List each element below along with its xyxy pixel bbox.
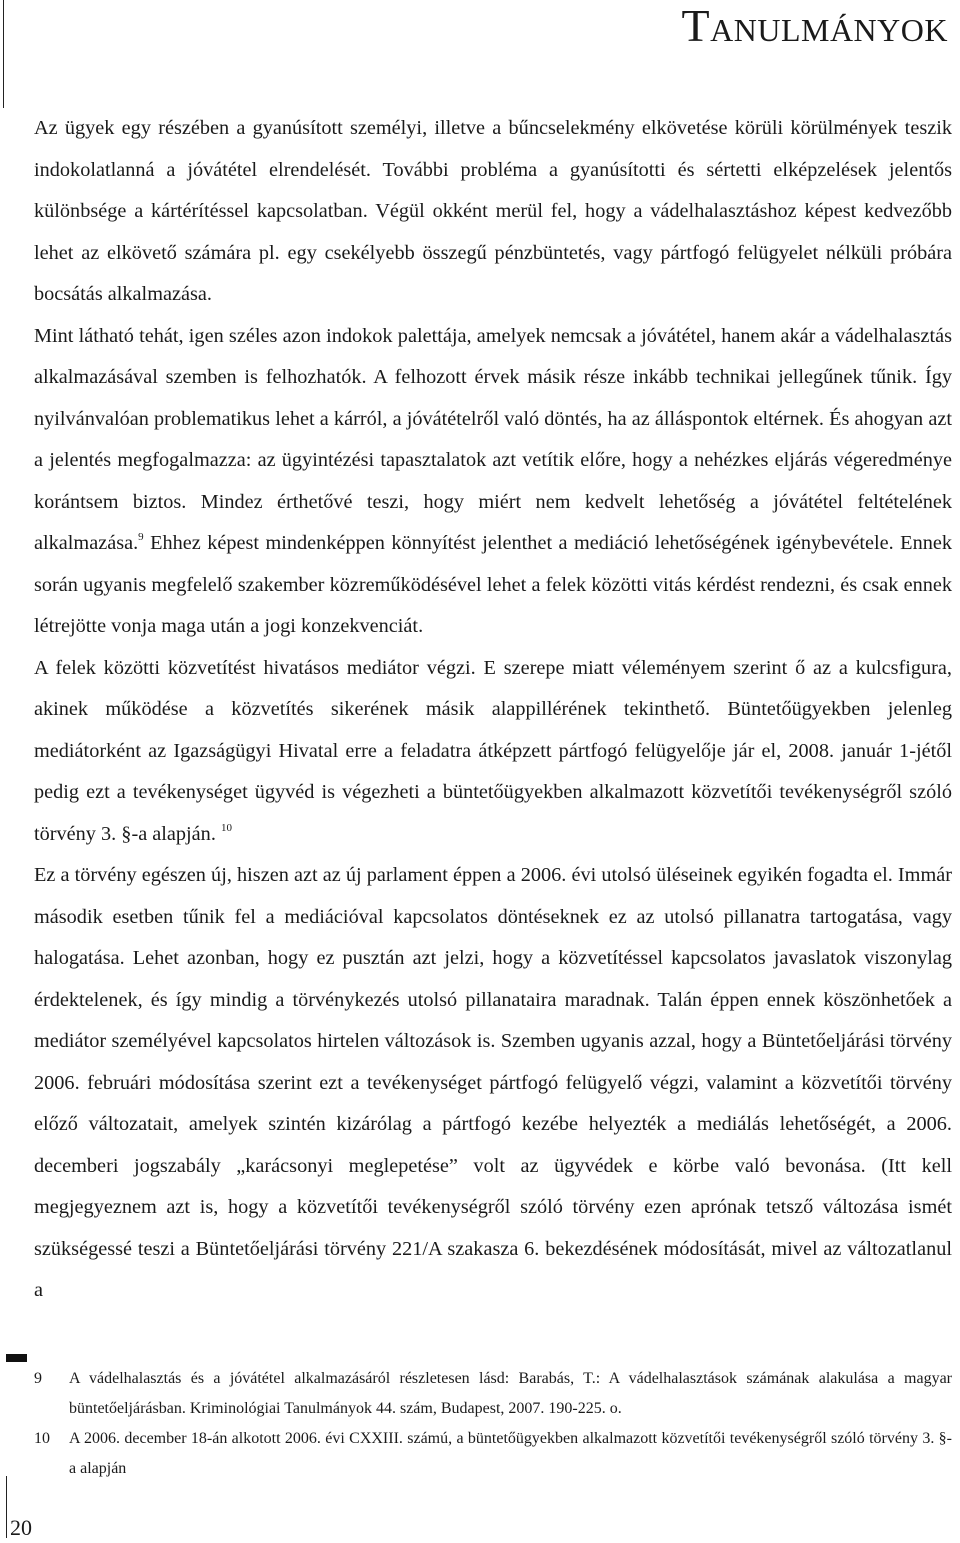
paragraph: Ez a törvény egészen új, hiszen azt az új parlament éppen a 2006. évi utolsó üléseinek egyikén fogadta el. Immár második esetben tűnik fel a mediációval kapcsolatos döntéseknek ez az utolsó pillanatra tartogatása, vagy halogatása. Lehet azonban, hogy ez pusztán azt jelzi, hogy a közvetítéssel kapcsolatos javaslatok viszonylag érdektelenek, és így mindig a törvénykezés utolsó pillanataira maradnak. Talán éppen ennek köszönhetőek a mediátor személyével kapcsolatos hirtelen változások is. Szemben ugyanis azzal, hogy a Büntetőeljárási törvény 2006. februári módosítása szerint ezt a tevékenységet pártfogó felügyelő végzi, valamint a közvetítői törvény előző változatait, amelyek szintén kizárólag a pártfogó kezébe helyezték a mediálás lehetőségét, a 2006. decemberi jogszabály „karácsonyi meglepetése” volt az ügyvédek e körbe való bevonása. (Itt kell megjegyeznem azt is, hogy a közvetítői tevékenységről szóló törvény ezen aprónak tetsző változása ismét szükségessé teszi a Büntetőeljárási törvény 221/A szakasza 6. bekezdésének módosítását, mivel az változatlanul a (34, 864, 952, 1301)
footnote-ref[interactable]: 10 (220, 821, 232, 834)
footnote-ref[interactable]: 9 (138, 531, 144, 543)
footnote-text: A 2006. december 18-án alkotott 2006. évi CXXIII. számú, a büntetőügyekben alkalmazott közvetítői tevékenységről szóló törvény 3. §-a alapján (69, 1430, 952, 1477)
footnote (34, 1364, 952, 1424)
paragraph-text: Mint látható tehát, igen széles azon indokok palettája, amelyek nemcsak a jóvátétel, hanem akár a vádelhalasztás alkalmazásával szemben is felhozhatók. A felhozott érvek másik része inkább technikai jellegűnek tűnik. Így nyilvánvalóan problematikus lehet a kárról, a jóvátételről való döntés, ha az álláspontok eltérnek. És ahogyan azt a jelentés megfogalmazza: az ügyintézési tapasztalatok azt vetítik előre, hogy a nehézkes eljárás végeredménye korántsem biztos. Mindez érthetővé teszi, hogy miért nem kedvelt lehetőség a jóvátétel feltételének alkalmazása. (34, 324, 952, 554)
footnote-separator (6, 1354, 27, 1362)
bottom-rule (6, 1476, 7, 1538)
section-title: Tanulmányok (681, 0, 948, 51)
footnote-text: A vádelhalasztás és a jóvátétel alkalmazásáról részletesen lásd: Barabás, T.: A vádelhalasztások számának alakulása a magyar büntetőeljárásban. Kriminológiai Tanulmányok 44. szám, Budapest, 2007. 190-225. o. (69, 1370, 952, 1417)
footnote-number: 9 (34, 1370, 42, 1387)
page-number: 20 (10, 1515, 32, 1540)
paragraph (34, 648, 952, 856)
top-rule (3, 0, 4, 108)
paragraph-text: A felek közötti közvetítést hivatásos mediátor végzi. E szerepe miatt véleményem szerint ő az a kulcsfigura, akinek működése a közvetítés sikerének másik alappillérének tekinthető. Büntetőügyekben jelenleg mediátorként az Igazságügyi Hivatal erre a feladatra átképzett pártfogó felügyelője jár el, 2008. január 1-jétől pedig ezt a tevékenységet ügyvéd is végezheti a büntetőügyekben alkalmazott közvetítői tevékenységről szóló törvény 3. §-a alapján. (34, 656, 952, 845)
paragraph (34, 316, 952, 648)
body-text (34, 108, 952, 1312)
paragraph: Az ügyek egy részében a gyanúsított személyi, illetve a bűncselekmény elkövetése körüli körülmények teszik indokolatlanná a jóvátétel elrendelését. További probléma a gyanúsítotti és sértetti elképzelések jelentős különbsége a kártérítéssel kapcsolatban. Végül okként merül fel, hogy a vádelhalasztáshoz képest kedvezőbb lehet az elkövető számára pl. egy csekélyebb összegű pénzbüntetés, vagy pártfogó felügyelet nélküli próbára bocsátás alkalmazása. (34, 117, 952, 305)
footnote (34, 1424, 952, 1484)
footnote-number: 10 (34, 1430, 50, 1447)
paragraph-text: Ehhez képest mindenképpen könnyítést jelenthet a mediáció lehetőségének igénybevétele. Ennek során ugyanis megfelelő szakember közreműködésével lehet a felek közötti vitás kérdést rendezni, és csak ennek létrejötte vonja maga után a jogi konzekvenciát. (34, 532, 952, 637)
footnotes (34, 1364, 952, 1484)
